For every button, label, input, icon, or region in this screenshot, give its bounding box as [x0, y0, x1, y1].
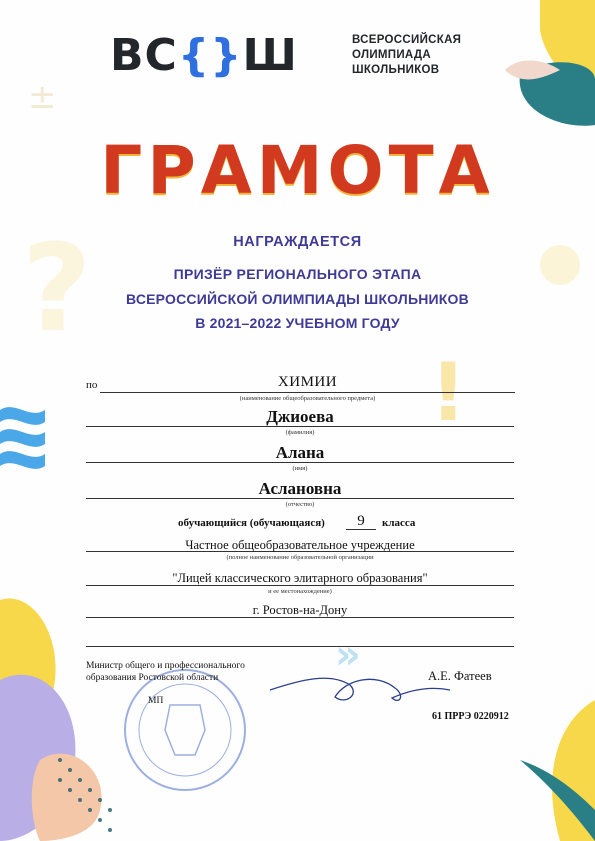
signer-position-line-1: Министр общего и профессионального — [86, 661, 245, 671]
award-line-1: ПРИЗЁР РЕГИОНАЛЬНОГО ЭТАПА — [173, 266, 422, 282]
serial-number: 61 ПРРЭ 0220912 — [432, 711, 509, 722]
wave-2 — [0, 429, 45, 447]
grade-value: 9 — [357, 513, 365, 529]
logo-line-1: ВСЕРОССИЙСКАЯ — [352, 34, 462, 46]
logo-line-3: ШКОЛЬНИКОВ — [352, 64, 440, 76]
org-line-1: Частное общеобразовательное учреждение — [185, 538, 415, 552]
wave-1 — [0, 407, 45, 425]
pale-exclamation: ! — [430, 346, 467, 439]
award-line-2: ВСЕРОССИЙСКОЙ ОЛИМПИАДЫ ШКОЛЬНИКОВ — [126, 291, 469, 307]
grade-underline — [346, 529, 376, 530]
peach-blob-bottom-left — [32, 754, 102, 841]
patronymic-value: Аслановна — [258, 479, 342, 498]
student-label: обучающийся (обучающаяся) — [178, 517, 325, 529]
org-underline-2 — [86, 585, 514, 586]
logo-letter-right: Ш — [242, 30, 298, 81]
signer-name: А.Е. Фатеев — [428, 669, 492, 683]
locality-caption: и ее местонахождение) — [268, 588, 332, 595]
subject-prefix: по — [86, 379, 98, 391]
wave-3 — [0, 451, 45, 469]
name-underline — [86, 462, 514, 463]
locality-underline — [86, 617, 514, 618]
org-caption: (полное наименование образовательной организации — [226, 554, 374, 561]
subject-value: ХИМИИ — [277, 374, 338, 390]
surname-underline — [86, 426, 514, 427]
seal-place-label: МП — [148, 696, 164, 706]
org-line-2: "Лицей классического элитарного образования" — [172, 571, 428, 585]
logo-brace: {} — [177, 30, 243, 81]
logo-line-2: ОЛИМПИАДА — [352, 49, 432, 61]
awarded-heading: НАГРАЖДАЕТСЯ — [233, 234, 362, 250]
patronymic-underline — [86, 498, 514, 499]
subject-underline — [100, 392, 515, 393]
name-value: Алана — [275, 443, 325, 462]
name-caption: (имя) — [292, 465, 308, 472]
pale-plus-minus: ± — [28, 77, 57, 117]
surname-value: Джиоева — [266, 407, 334, 426]
logo-letters-left: ВС — [110, 30, 178, 81]
signature-scribble — [270, 678, 450, 700]
surname-caption: (фамилия) — [285, 429, 315, 436]
award-line-3: В 2021–2022 УЧЕБНОМ ГОДУ — [195, 315, 400, 331]
pale-chevrons: » — [335, 632, 361, 678]
grade-suffix: класса — [382, 517, 416, 529]
patronymic-caption: (отчество) — [285, 501, 315, 508]
certificate-title: ГРАМОТА — [100, 132, 495, 209]
logo-wordmark — [352, 33, 461, 78]
pale-question-mark: ? — [22, 220, 92, 359]
official-stamp — [125, 670, 245, 790]
signer-position-line-2: образования Ростовской области — [86, 673, 219, 683]
empty-underline — [86, 646, 514, 647]
vsosh-logo-mark — [110, 30, 298, 81]
locality-value: г. Ростов-на-Дону — [252, 603, 348, 617]
subject-caption: (наименование общеобразовательного предмета) — [239, 395, 376, 402]
